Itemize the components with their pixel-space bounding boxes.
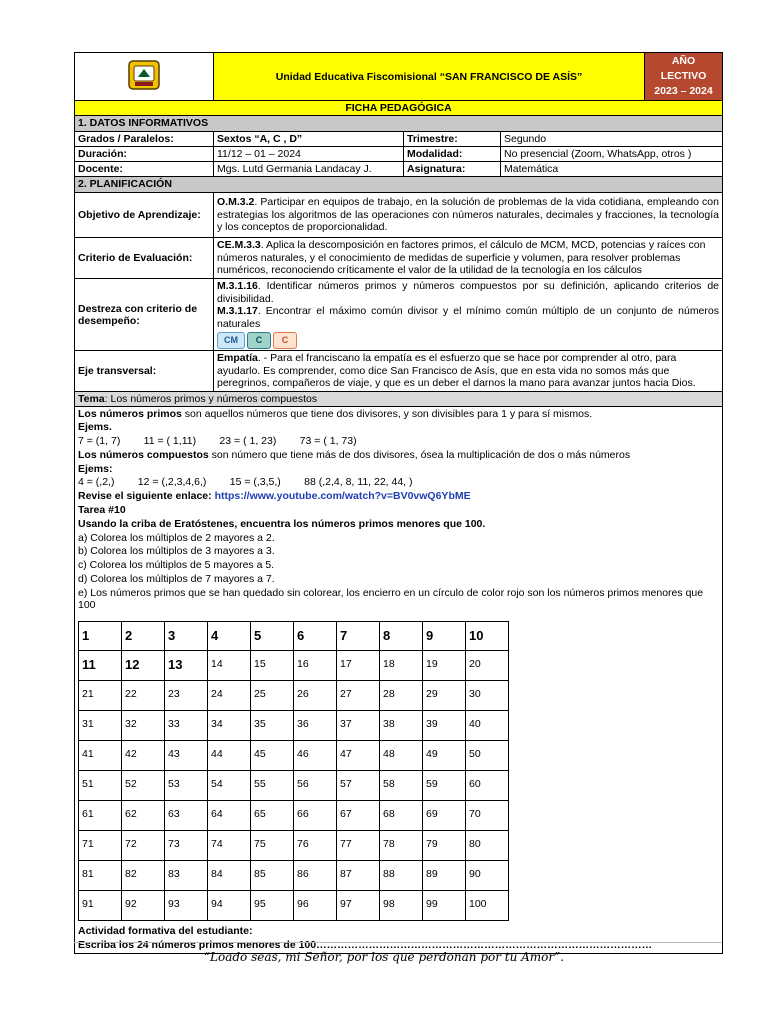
grid-cell[interactable]: 26 bbox=[294, 680, 337, 710]
step-d: d) Colorea los múltiplos de 7 mayores a 7. bbox=[78, 573, 275, 586]
grid-cell[interactable]: 55 bbox=[251, 770, 294, 800]
grid-cell[interactable]: 65 bbox=[251, 800, 294, 830]
grid-cell[interactable]: 50 bbox=[466, 740, 509, 770]
ejems-1-label-text: Ejems bbox=[78, 421, 109, 434]
objetivo-code: O.M.3.2 bbox=[217, 196, 255, 209]
criterio-body: . Aplica la descomposición en factores primos, el cálculo de MCM, MCD, potencias y raíces con números naturales, y el conocimiento de medidas de superficie y volumen, para resolver problemas numéricos, reconociendo críticamente el valor de la utilidad de la tecnología en los cálculos bbox=[217, 239, 706, 277]
grid-cell[interactable]: 60 bbox=[466, 770, 509, 800]
grid-cell[interactable]: 84 bbox=[208, 860, 251, 890]
grid-cell[interactable]: 45 bbox=[251, 740, 294, 770]
grid-cell[interactable]: 62 bbox=[122, 800, 165, 830]
criba-instruction: Usando la criba de Eratóstenes, encuentra los números primos menores que 100. bbox=[78, 517, 486, 530]
grid-row bbox=[79, 621, 509, 650]
grid-cell[interactable]: 18 bbox=[380, 650, 423, 680]
objetivo-label: Objetivo de Aprendizaje: bbox=[75, 193, 214, 238]
criterio-text bbox=[214, 238, 723, 279]
eje-label: Eje transversal: bbox=[75, 351, 214, 392]
docente-label: Docente: bbox=[75, 162, 214, 177]
revise-row bbox=[78, 490, 719, 504]
footer-divider bbox=[74, 942, 722, 943]
asignatura-label: Asignatura: bbox=[404, 162, 501, 177]
destreza-2-body: . Encontrar el máximo común divisor y el mínimo común múltiplo de un conjunto de números naturales bbox=[217, 305, 719, 330]
grid-cell[interactable]: 53 bbox=[165, 770, 208, 800]
ejems-2-label-text: Ejems bbox=[78, 462, 109, 475]
destreza-badges bbox=[217, 332, 719, 349]
grid-cell[interactable]: 96 bbox=[294, 890, 337, 920]
grid-cell[interactable]: 25 bbox=[251, 680, 294, 710]
grid-cell[interactable]: 28 bbox=[380, 680, 423, 710]
eje-body: . - Para el franciscano la empatía es el esfuerzo que se hace por comprender al otro, para ayudarlo. Es comprender, como dice San Francisco de Asís, que en esta vida no somos más que peregrinos, compañeros de viaje, y que es un deber el darnos la mano para avanzar juntos hacia Dios. bbox=[217, 352, 696, 389]
grid-row bbox=[79, 800, 509, 830]
grid-cell[interactable]: 82 bbox=[122, 860, 165, 890]
grid-cell[interactable]: 48 bbox=[380, 740, 423, 770]
trimestre-label: Trimestre: bbox=[404, 132, 501, 147]
grados-value: Sextos “A, C , D” bbox=[214, 132, 404, 147]
objetivo-body: . Participar en equipos de trabajo, en la solución de problemas de la vida cotidiana, empleando con estrategias los algoritmos de las operaciones con números naturales, decimales y fracciones, la tecnología y los conceptos de proporcionalidad. bbox=[217, 196, 719, 234]
grid-row bbox=[79, 650, 509, 680]
sieve-grid bbox=[78, 621, 509, 921]
grid-cell[interactable]: 40 bbox=[466, 710, 509, 740]
docente-value: Mgs. Lutd Germania Landacay J. bbox=[214, 162, 404, 177]
grid-cell[interactable]: 27 bbox=[337, 680, 380, 710]
destreza-text bbox=[214, 279, 723, 351]
school-year-cell bbox=[645, 53, 723, 101]
grid-cell[interactable]: 24 bbox=[208, 680, 251, 710]
grid-cell[interactable]: 100 bbox=[466, 890, 509, 920]
grid-row bbox=[79, 680, 509, 710]
grid-row bbox=[79, 830, 509, 860]
modalidad-label: Modalidad: bbox=[404, 147, 501, 162]
grid-cell[interactable]: 7 bbox=[337, 621, 380, 650]
grid-cell[interactable]: 16 bbox=[294, 650, 337, 680]
step-c: c) Colorea los múltiplos de 5 mayores a 5. bbox=[78, 559, 275, 572]
grid-cell[interactable]: 9 bbox=[423, 621, 466, 650]
grid-cell[interactable]: 21 bbox=[79, 680, 122, 710]
grid-cell[interactable]: 31 bbox=[79, 710, 122, 740]
grid-cell[interactable]: 38 bbox=[380, 710, 423, 740]
grid-cell[interactable]: 79 bbox=[423, 830, 466, 860]
tema-label: Tema bbox=[78, 392, 105, 405]
grid-cell[interactable]: 68 bbox=[380, 800, 423, 830]
tema-row bbox=[75, 391, 723, 406]
destreza-1 bbox=[217, 280, 719, 305]
grid-cell[interactable]: 30 bbox=[466, 680, 509, 710]
primos-bold: Los números primos bbox=[78, 407, 182, 420]
grid-cell[interactable]: 23 bbox=[165, 680, 208, 710]
grid-cell[interactable]: 66 bbox=[294, 800, 337, 830]
grid-cell[interactable]: 43 bbox=[165, 740, 208, 770]
grid-cell[interactable]: 42 bbox=[122, 740, 165, 770]
grid-cell[interactable]: 19 bbox=[423, 650, 466, 680]
grid-cell[interactable]: 5 bbox=[251, 621, 294, 650]
actividad-title: Actividad formativa del estudiante: bbox=[78, 924, 253, 937]
grid-cell[interactable]: 94 bbox=[208, 890, 251, 920]
grid-cell[interactable]: 72 bbox=[122, 830, 165, 860]
eje-code: Empatía bbox=[217, 352, 258, 364]
compuestos-text: son número que tiene más de dos divisores, ósea la multiplicación de dos o más números bbox=[208, 448, 631, 461]
grid-cell[interactable]: 77 bbox=[337, 830, 380, 860]
grid-cell[interactable]: 89 bbox=[423, 860, 466, 890]
grid-cell[interactable]: 51 bbox=[79, 770, 122, 800]
objetivo-text bbox=[214, 193, 723, 238]
grid-cell[interactable]: 11 bbox=[79, 650, 122, 680]
grid-cell[interactable]: 91 bbox=[79, 890, 122, 920]
grid-cell[interactable]: 92 bbox=[122, 890, 165, 920]
section-datos: 1. DATOS INFORMATIVOS bbox=[75, 116, 723, 132]
grid-cell[interactable]: 87 bbox=[337, 860, 380, 890]
destreza-2-code: M.3.1.17 bbox=[217, 305, 258, 317]
compuestos-def bbox=[78, 449, 719, 463]
grid-cell[interactable]: 85 bbox=[251, 860, 294, 890]
grid-cell[interactable]: 39 bbox=[423, 710, 466, 740]
grid-cell[interactable]: 3 bbox=[165, 621, 208, 650]
grid-cell[interactable]: 88 bbox=[380, 860, 423, 890]
grid-cell[interactable]: 56 bbox=[294, 770, 337, 800]
grid-cell[interactable]: 76 bbox=[294, 830, 337, 860]
year-value: 2023 – 2024 bbox=[654, 85, 713, 97]
grid-cell[interactable]: 93 bbox=[165, 890, 208, 920]
grid-cell[interactable]: 17 bbox=[337, 650, 380, 680]
grid-cell[interactable]: 8 bbox=[380, 621, 423, 650]
grid-cell[interactable]: 34 bbox=[208, 710, 251, 740]
ejems-2-label: Ejems: bbox=[78, 462, 113, 475]
grid-cell[interactable]: 97 bbox=[337, 890, 380, 920]
step-e: e) Los números primos que se han quedado sin colorear, los encierro en un círculo de color rojo son los números primos menores que 100 bbox=[78, 586, 704, 611]
year-label: AÑO LECTIVO bbox=[660, 55, 707, 82]
grid-cell[interactable]: 36 bbox=[294, 710, 337, 740]
grid-cell[interactable]: 98 bbox=[380, 890, 423, 920]
section-planificacion: 2. PLANIFICACIÓN bbox=[75, 177, 723, 193]
motto: “Loado seas, mi Señor, por los que perdonan por tu Amor”. bbox=[203, 950, 565, 964]
grid-cell[interactable]: 58 bbox=[380, 770, 423, 800]
ejems-1: 7 = (1, 7) 11 = ( 1,11) 23 = ( 1, 23) 73 = ( 1, 73) bbox=[78, 435, 357, 448]
grid-cell[interactable]: 35 bbox=[251, 710, 294, 740]
ejems-1-label: Ejems. bbox=[78, 421, 112, 434]
grid-cell[interactable]: 99 bbox=[423, 890, 466, 920]
ejems-2: 4 = (,2,) 12 = (,2,3,4,6,) 15 = (,3,5,) 88 (,2,4, 8, 11, 22, 44, ) bbox=[78, 476, 413, 489]
grid-cell[interactable]: 14 bbox=[208, 650, 251, 680]
ficha-title: FICHA PEDAGÓGICA bbox=[75, 101, 723, 116]
grid-cell[interactable]: 81 bbox=[79, 860, 122, 890]
grid-cell[interactable]: 83 bbox=[165, 860, 208, 890]
destreza-label: Destreza con criterio de desempeño: bbox=[75, 279, 214, 351]
grid-cell[interactable]: 78 bbox=[380, 830, 423, 860]
youtube-link[interactable]: https://www.youtube.com/watch?v=BV0vwQ6YbME bbox=[214, 490, 471, 503]
grid-cell[interactable]: 95 bbox=[251, 890, 294, 920]
content-cell bbox=[75, 406, 723, 954]
grid-cell[interactable]: 22 bbox=[122, 680, 165, 710]
c-badge-icon: C bbox=[247, 332, 271, 349]
school-name: Unidad Educativa Fiscomisional “SAN FRANCISCO DE ASÍS” bbox=[214, 53, 645, 101]
grid-cell[interactable]: 64 bbox=[208, 800, 251, 830]
grid-row bbox=[79, 740, 509, 770]
grid-cell[interactable]: 15 bbox=[251, 650, 294, 680]
grid-cell[interactable]: 37 bbox=[337, 710, 380, 740]
grid-row bbox=[79, 770, 509, 800]
ficha-table bbox=[74, 52, 723, 954]
primos-def bbox=[78, 408, 719, 422]
grid-cell[interactable]: 61 bbox=[79, 800, 122, 830]
compuestos-bold: Los números compuestos bbox=[78, 448, 209, 461]
step-b: b) Colorea los múltiplos de 3 mayores a 3. bbox=[78, 545, 275, 558]
escriba-instruction: Escriba los 24 números primos menores de 100…………………………………………………………………………………… bbox=[78, 938, 653, 951]
step-a: a) Colorea los múltiplos de 2 mayores a 2. bbox=[78, 531, 275, 544]
grid-cell[interactable]: 4 bbox=[208, 621, 251, 650]
cm-badge-icon: CM bbox=[217, 332, 245, 349]
duracion-label: Duración: bbox=[75, 147, 214, 162]
destreza-1-body: . Identificar números primos y números compuestos por su definición, aplicando criterios de divisibilidad. bbox=[217, 280, 719, 305]
ficha-page bbox=[74, 52, 722, 954]
grid-cell[interactable]: 54 bbox=[208, 770, 251, 800]
modalidad-value: No presencial (Zoom, WhatsApp, otros ) bbox=[501, 147, 723, 162]
grid-cell[interactable]: 12 bbox=[122, 650, 165, 680]
grid-cell[interactable]: 10 bbox=[466, 621, 509, 650]
school-logo-cell bbox=[75, 53, 214, 101]
grid-cell[interactable]: 44 bbox=[208, 740, 251, 770]
grid-cell[interactable]: 47 bbox=[337, 740, 380, 770]
grid-cell[interactable]: 70 bbox=[466, 800, 509, 830]
trimestre-value: Segundo bbox=[501, 132, 723, 147]
grid-cell[interactable]: 46 bbox=[294, 740, 337, 770]
grid-cell[interactable]: 67 bbox=[337, 800, 380, 830]
eje-text bbox=[214, 351, 723, 392]
grid-cell[interactable]: 71 bbox=[79, 830, 122, 860]
primos-text: son aquellos números que tiene dos divisores, y son divisibles para 1 y para sí mismos. bbox=[181, 407, 593, 420]
grados-label: Grados / Paralelos: bbox=[75, 132, 214, 147]
criterio-label: Criterio de Evaluación: bbox=[75, 238, 214, 279]
grid-cell[interactable]: 32 bbox=[122, 710, 165, 740]
grid-cell[interactable]: 59 bbox=[423, 770, 466, 800]
grid-cell[interactable]: 20 bbox=[466, 650, 509, 680]
grid-cell[interactable]: 63 bbox=[165, 800, 208, 830]
grid-cell[interactable]: 6 bbox=[294, 621, 337, 650]
grid-cell[interactable]: 74 bbox=[208, 830, 251, 860]
grid-cell[interactable]: 57 bbox=[337, 770, 380, 800]
grid-cell[interactable]: 29 bbox=[423, 680, 466, 710]
grid-cell[interactable]: 69 bbox=[423, 800, 466, 830]
grid-cell[interactable]: 49 bbox=[423, 740, 466, 770]
destreza-2 bbox=[217, 305, 719, 330]
grid-cell[interactable]: 33 bbox=[165, 710, 208, 740]
criterio-code: CE.M.3.3 bbox=[217, 239, 261, 252]
asignatura-value: Matemática bbox=[501, 162, 723, 177]
c-orange-badge-icon: C bbox=[273, 332, 297, 349]
grid-cell[interactable]: 86 bbox=[294, 860, 337, 890]
revise-label: Revise el siguiente enlace: bbox=[78, 490, 212, 503]
grid-cell[interactable]: 2 bbox=[122, 621, 165, 650]
grid-cell[interactable]: 13 bbox=[165, 650, 208, 680]
grid-row bbox=[79, 860, 509, 890]
grid-row bbox=[79, 890, 509, 920]
grid-cell[interactable]: 73 bbox=[165, 830, 208, 860]
grid-cell[interactable]: 75 bbox=[251, 830, 294, 860]
grid-cell[interactable]: 1 bbox=[79, 621, 122, 650]
destreza-1-code: M.3.1.16 bbox=[217, 280, 258, 292]
grid-cell[interactable]: 80 bbox=[466, 830, 509, 860]
duracion-value: 11/12 – 01 – 2024 bbox=[214, 147, 404, 162]
tarea-title: Tarea #10 bbox=[78, 504, 126, 517]
grid-row bbox=[79, 710, 509, 740]
tema-text: : Los números primos y números compuestos bbox=[104, 392, 318, 405]
grid-cell[interactable]: 90 bbox=[466, 860, 509, 890]
school-crest-icon bbox=[127, 59, 161, 91]
grid-cell[interactable]: 41 bbox=[79, 740, 122, 770]
grid-cell[interactable]: 52 bbox=[122, 770, 165, 800]
